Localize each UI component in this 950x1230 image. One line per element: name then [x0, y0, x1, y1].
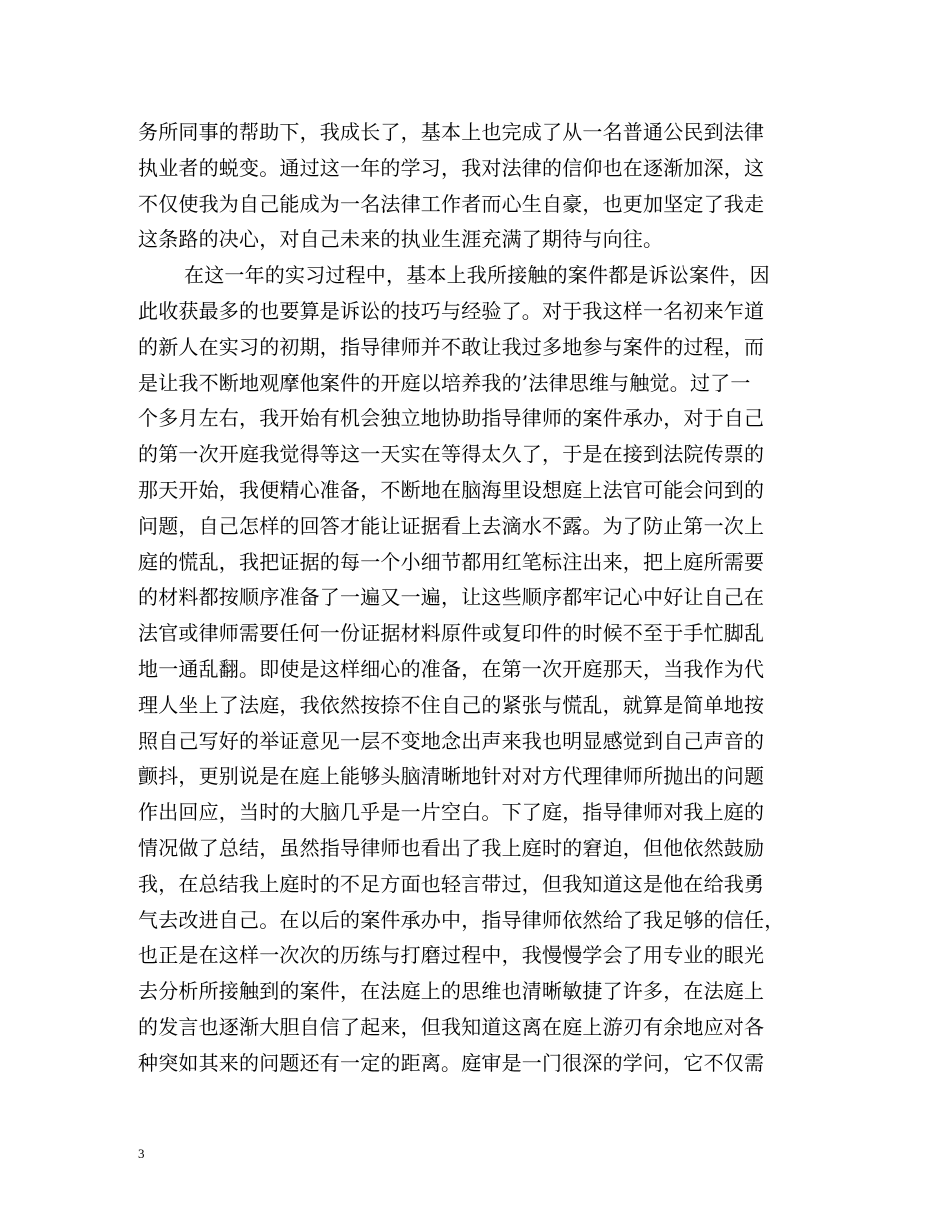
text-line: 的新人在实习的初期，指导律师并不敢让我过多地参与案件的过程，而: [138, 334, 765, 359]
text-line: 地一通乱翻。即使是这样细心的准备，在第一次开庭那天，当我作为代: [138, 656, 765, 681]
text-line: 情况做了总结，虽然指导律师也看出了我上庭时的窘迫，但他依然鼓励: [138, 835, 765, 860]
text-line: 庭的慌乱，我把证据的每一个小细节都用红笔标注出来，把上庭所需要: [138, 549, 765, 574]
text-line: 法官或律师需要任何一份证据材料原件或复印件的时候不至于手忙脚乱: [138, 621, 765, 646]
text-line: 颤抖，更别说是在庭上能够头脑清晰地针对对方代理律师所抛出的问题: [138, 764, 765, 789]
text-line: 气去改进自己。在以后的案件承办中，指导律师依然给了我足够的信任，: [138, 907, 785, 932]
text-line: 那天开始，我便精心准备，不断地在脑海里设想庭上法官可能会问到的: [138, 477, 765, 502]
page-number: 3: [138, 1146, 145, 1161]
text-line: 也正是在这样一次次的历练与打磨过程中，我慢慢学会了用专业的眼光: [138, 943, 765, 968]
text-line: 的第一次开庭我觉得等这一天实在等得太久了，于是在接到法院传票的: [138, 442, 765, 467]
text-line: 在这一年的实习过程中，基本上我所接触的案件都是诉讼案件，因: [184, 263, 770, 288]
text-line: 是让我不断地观摩他案件的开庭以培养我的’法律思维与触觉。过了一: [138, 370, 751, 395]
text-line: 这条路的决心，对自己未来的执业生涯充满了期待与向往。: [138, 227, 664, 252]
text-line: 去分析所接触到的案件，在法庭上的思维也清晰敏捷了许多，在法庭上: [138, 979, 765, 1004]
text-line: 此收获最多的也要算是诉讼的技巧与经验了。对于我这样一名初来乍道: [138, 298, 765, 323]
text-line: 务所同事的帮助下，我成长了，基本上也完成了从一名普通公民到法律: [138, 120, 765, 144]
text-line: 执业者的蜕变。通过这一年的学习，我对法律的信仰也在逐渐加深，这: [138, 155, 765, 180]
text-line: 个多月左右，我开始有机会独立地协助指导律师的案件承办，对于自己: [138, 406, 765, 431]
text-line: 照自己写好的举证意见一层不变地念出声来我也明显感觉到自己声音的: [138, 728, 765, 753]
text-line: 种突如其来的问题还有一定的距离。庭审是一门很深的学问，它不仅需: [138, 1050, 765, 1075]
text-line: 我，在总结我上庭时的不足方面也轻言带过，但我知道这是他在给我勇: [138, 871, 765, 896]
text-line: 问题，自己怎样的回答才能让证据看上去滴水不露。为了防止第一次上: [138, 513, 765, 538]
body-text: [138, 115, 818, 1082]
text-line: 作出回应，当时的大脑几乎是一片空白。下了庭，指导律师对我上庭的: [138, 800, 765, 825]
text-line: 的发言也逐渐大胆自信了起来，但我知道这离在庭上游刃有余地应对各: [138, 1014, 765, 1039]
text-line: 理人坐上了法庭，我依然按捺不住自己的紧张与慌乱，就算是简单地按: [138, 692, 765, 717]
text-line: 不仅使我为自己能成为一名法律工作者而心生自豪，也更加坚定了我走: [138, 191, 765, 216]
text-line: 的材料都按顺序准备了一遍又一遍，让这些顺序都牢记心中好让自己在: [138, 585, 765, 610]
